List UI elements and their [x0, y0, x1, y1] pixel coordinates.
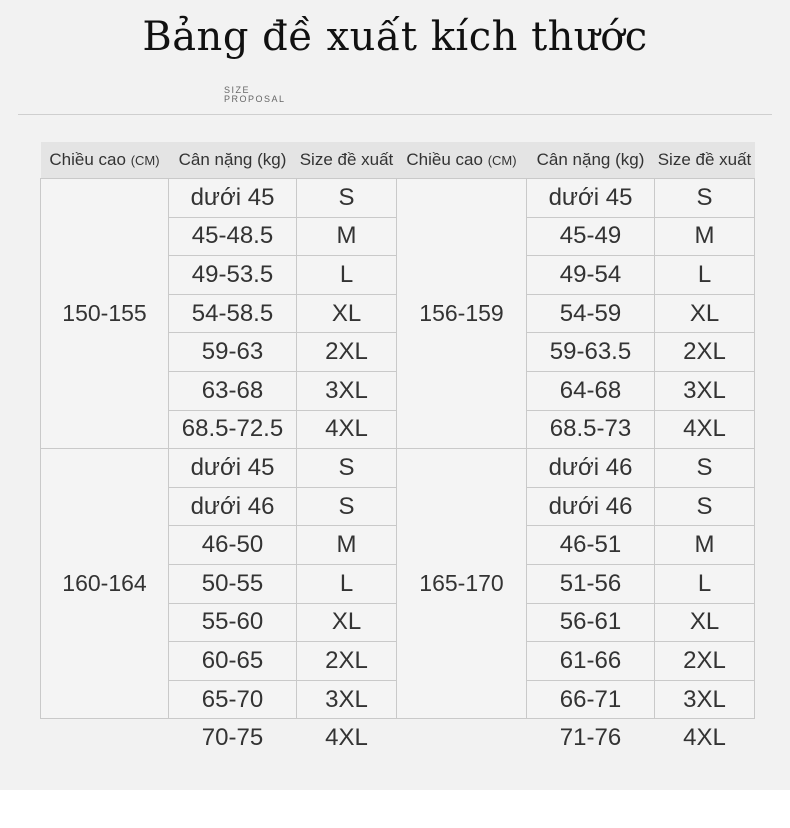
weight-cell: 59-63	[169, 333, 297, 372]
weight-cell: dưới 45	[527, 179, 655, 218]
weight-cell: 45-49	[527, 217, 655, 256]
header-height: Chiều cao (CM)	[41, 142, 169, 179]
size-cell: M	[297, 526, 397, 565]
size-cell: 3XL	[297, 371, 397, 410]
header-size: Size đề xuất	[297, 142, 397, 179]
size-cell: 4XL	[325, 724, 368, 752]
weight-cell: 64-68	[527, 371, 655, 410]
weight-cell: 49-53.5	[169, 256, 297, 295]
subtitle	[224, 86, 286, 104]
header-height-unit: (CM)	[487, 153, 517, 168]
size-cell: L	[297, 256, 397, 295]
table-row	[41, 179, 755, 218]
weight-cell: dưới 46	[527, 449, 655, 488]
size-cell: 2XL	[297, 642, 397, 681]
size-cell: 3XL	[297, 680, 397, 719]
header-size: Size đề xuất	[655, 142, 755, 179]
weight-cell: 60-65	[169, 642, 297, 681]
weight-cell: 54-58.5	[169, 294, 297, 333]
size-cell: S	[655, 179, 755, 218]
weight-cell: 68.5-72.5	[169, 410, 297, 449]
weight-cell: 45-48.5	[169, 217, 297, 256]
weight-cell: 71-76	[559, 724, 622, 752]
size-cell: 3XL	[655, 680, 755, 719]
weight-cell: 54-59	[527, 294, 655, 333]
size-cell: XL	[655, 603, 755, 642]
size-cell: 4XL	[655, 410, 755, 449]
weight-cell: 61-66	[527, 642, 655, 681]
weight-cell: 66-71	[527, 680, 655, 719]
weight-cell: 65-70	[169, 680, 297, 719]
height-cell: 150-155	[41, 179, 169, 449]
header-height: Chiều cao (CM)	[397, 142, 527, 179]
size-cell: M	[655, 526, 755, 565]
weight-cell: dưới 46	[527, 487, 655, 526]
empty-cell	[397, 719, 527, 757]
size-cell: S	[297, 179, 397, 218]
weight-cell: 49-54	[527, 256, 655, 295]
size-cell: 2XL	[655, 333, 755, 372]
weight-cell: 55-60	[169, 603, 297, 642]
page-title: Bảng đề xuất kích thước	[142, 14, 648, 60]
divider	[18, 114, 772, 115]
bottom-strip	[0, 790, 790, 828]
header-weight: Cân nặng (kg)	[169, 142, 297, 179]
header-row	[41, 142, 755, 179]
size-cell: L	[297, 564, 397, 603]
empty-cell	[41, 719, 169, 757]
size-cell: 2XL	[297, 333, 397, 372]
height-cell: 160-164	[41, 449, 169, 719]
header-height-unit: (CM)	[130, 153, 160, 168]
size-cell: XL	[297, 294, 397, 333]
weight-cell: 50-55	[169, 564, 297, 603]
weight-cell: dưới 46	[169, 487, 297, 526]
weight-cell: 70-75	[201, 724, 264, 752]
size-cell: 3XL	[655, 371, 755, 410]
weight-cell: 59-63.5	[527, 333, 655, 372]
weight-cell: 51-56	[527, 564, 655, 603]
weight-cell: 46-50	[169, 526, 297, 565]
size-cell: 2XL	[655, 642, 755, 681]
table-row	[41, 449, 755, 488]
size-cell: S	[655, 487, 755, 526]
weight-cell: 63-68	[169, 371, 297, 410]
size-cell: M	[655, 217, 755, 256]
size-cell: L	[655, 256, 755, 295]
header-weight: Cân nặng (kg)	[527, 142, 655, 179]
size-cell: M	[297, 217, 397, 256]
size-cell: XL	[655, 294, 755, 333]
height-cell: 165-170	[397, 449, 527, 719]
size-cell: S	[655, 449, 755, 488]
weight-cell: dưới 45	[169, 449, 297, 488]
weight-cell: 56-61	[527, 603, 655, 642]
weight-cell: dưới 45	[169, 179, 297, 218]
size-cell: 4XL	[297, 410, 397, 449]
size-cell: XL	[297, 603, 397, 642]
height-cell: 156-159	[397, 179, 527, 449]
size-table	[40, 142, 755, 757]
subtitle-line-1: SIZE	[224, 85, 251, 95]
weight-cell: 68.5-73	[527, 410, 655, 449]
size-cell: S	[297, 487, 397, 526]
subtitle-line-2: PROPOSAL	[224, 94, 286, 104]
size-cell: S	[297, 449, 397, 488]
size-cell: L	[655, 564, 755, 603]
size-cell: 4XL	[683, 724, 726, 752]
weight-cell: 46-51	[527, 526, 655, 565]
table-row	[41, 719, 755, 757]
